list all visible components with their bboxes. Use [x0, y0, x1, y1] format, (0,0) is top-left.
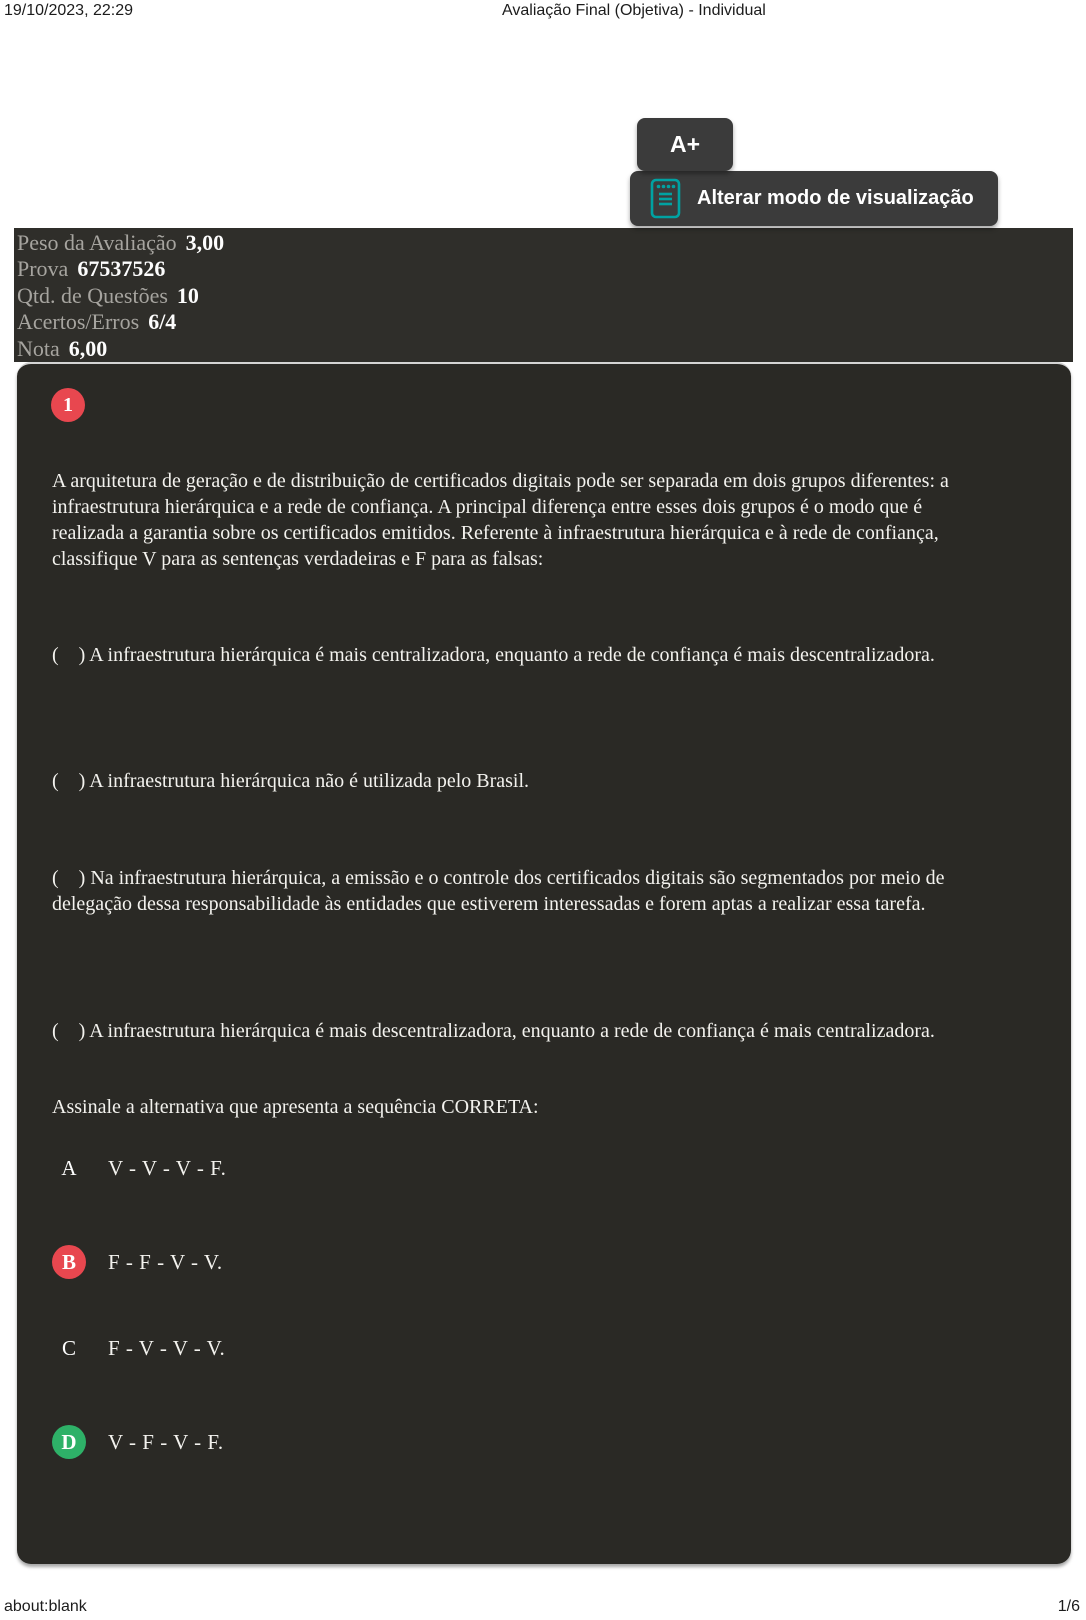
statement-2: ( ) A infraestrutura hierárquica não é utilizada pelo Brasil. [52, 770, 530, 792]
question-prompt: A arquitetura de geração e de distribuição de certificados digitais pode ser separada em dois grupos diferentes: a infraestrutura hierárquica e a rede de confiança. A principal diferença entre esses dois grupos é o modo que é realizada a garantia sobre os certificados emitidos. Referente à infraestrutura hierárquica e à rede de confiança, classifique V para as sentenças verdadeiras e F para as falsas: [52, 470, 954, 570]
document-list-icon [650, 178, 681, 219]
summary-row-prova: Prova 67537526 [17, 256, 166, 282]
option-c-letter: C [61, 1335, 76, 1360]
summary-row-peso: Peso da Avaliação 3,00 [17, 230, 225, 255]
summary-row-acertos: Acertos/Erros 6/4 [17, 309, 177, 335]
statement-4: ( ) A infraestrutura hierárquica é mais descentralizadora, enquanto a rede de confiança é mais centralizadora. [52, 1020, 935, 1042]
question-number-badge: 1 [51, 388, 85, 422]
option-c-text: F - V - V - V. [108, 1335, 226, 1360]
summary-row-questoes: Qtd. de Questões 10 [17, 282, 199, 308]
option-b-selected-badge: B [52, 1245, 86, 1279]
option-d-text: V - F - V - F. [108, 1429, 224, 1454]
option-a-text: V - V - V - F. [108, 1155, 227, 1180]
option-a-letter: A [61, 1155, 77, 1180]
option-d-correct-badge: D [52, 1425, 86, 1459]
print-header-title: Avaliação Final (Objetiva) - Individual [502, 2, 766, 19]
font-increase-button[interactable] [637, 118, 733, 171]
change-view-mode-button[interactable] [630, 171, 998, 226]
statement-1: ( ) A infraestrutura hierárquica é mais centralizadora, enquanto a rede de confiança é mais descentralizadora. [52, 644, 935, 666]
option-d-correct[interactable] [52, 1425, 224, 1459]
print-header-datetime: 19/10/2023, 22:29 [4, 2, 134, 19]
option-b-selected[interactable] [52, 1245, 223, 1279]
summary-row-nota: Nota 6,00 [17, 335, 108, 361]
print-footer-url: about:blank [4, 1598, 87, 1615]
option-a[interactable] [52, 1151, 226, 1185]
option-c[interactable] [52, 1331, 225, 1365]
statement-3: ( ) Na infraestrutura hierárquica, a emissão e o controle dos certificados digitais são segmentados por meio de delegação dessa responsabilidade às entidades que estiverem interessadas e forem aptas a realizar essa tarefa. [52, 867, 950, 915]
exam-summary-panel [14, 228, 1073, 362]
question-card [17, 362, 1071, 1564]
font-increase-label: A+ [669, 131, 701, 157]
print-footer-page-number: 1/6 [1057, 1598, 1080, 1615]
question-instruction: Assinale a alternativa que apresenta a sequência CORRETA: [52, 1096, 539, 1118]
change-view-mode-label: Alterar modo de visualização [697, 187, 974, 209]
option-b-text: F - F - V - V. [108, 1249, 223, 1274]
